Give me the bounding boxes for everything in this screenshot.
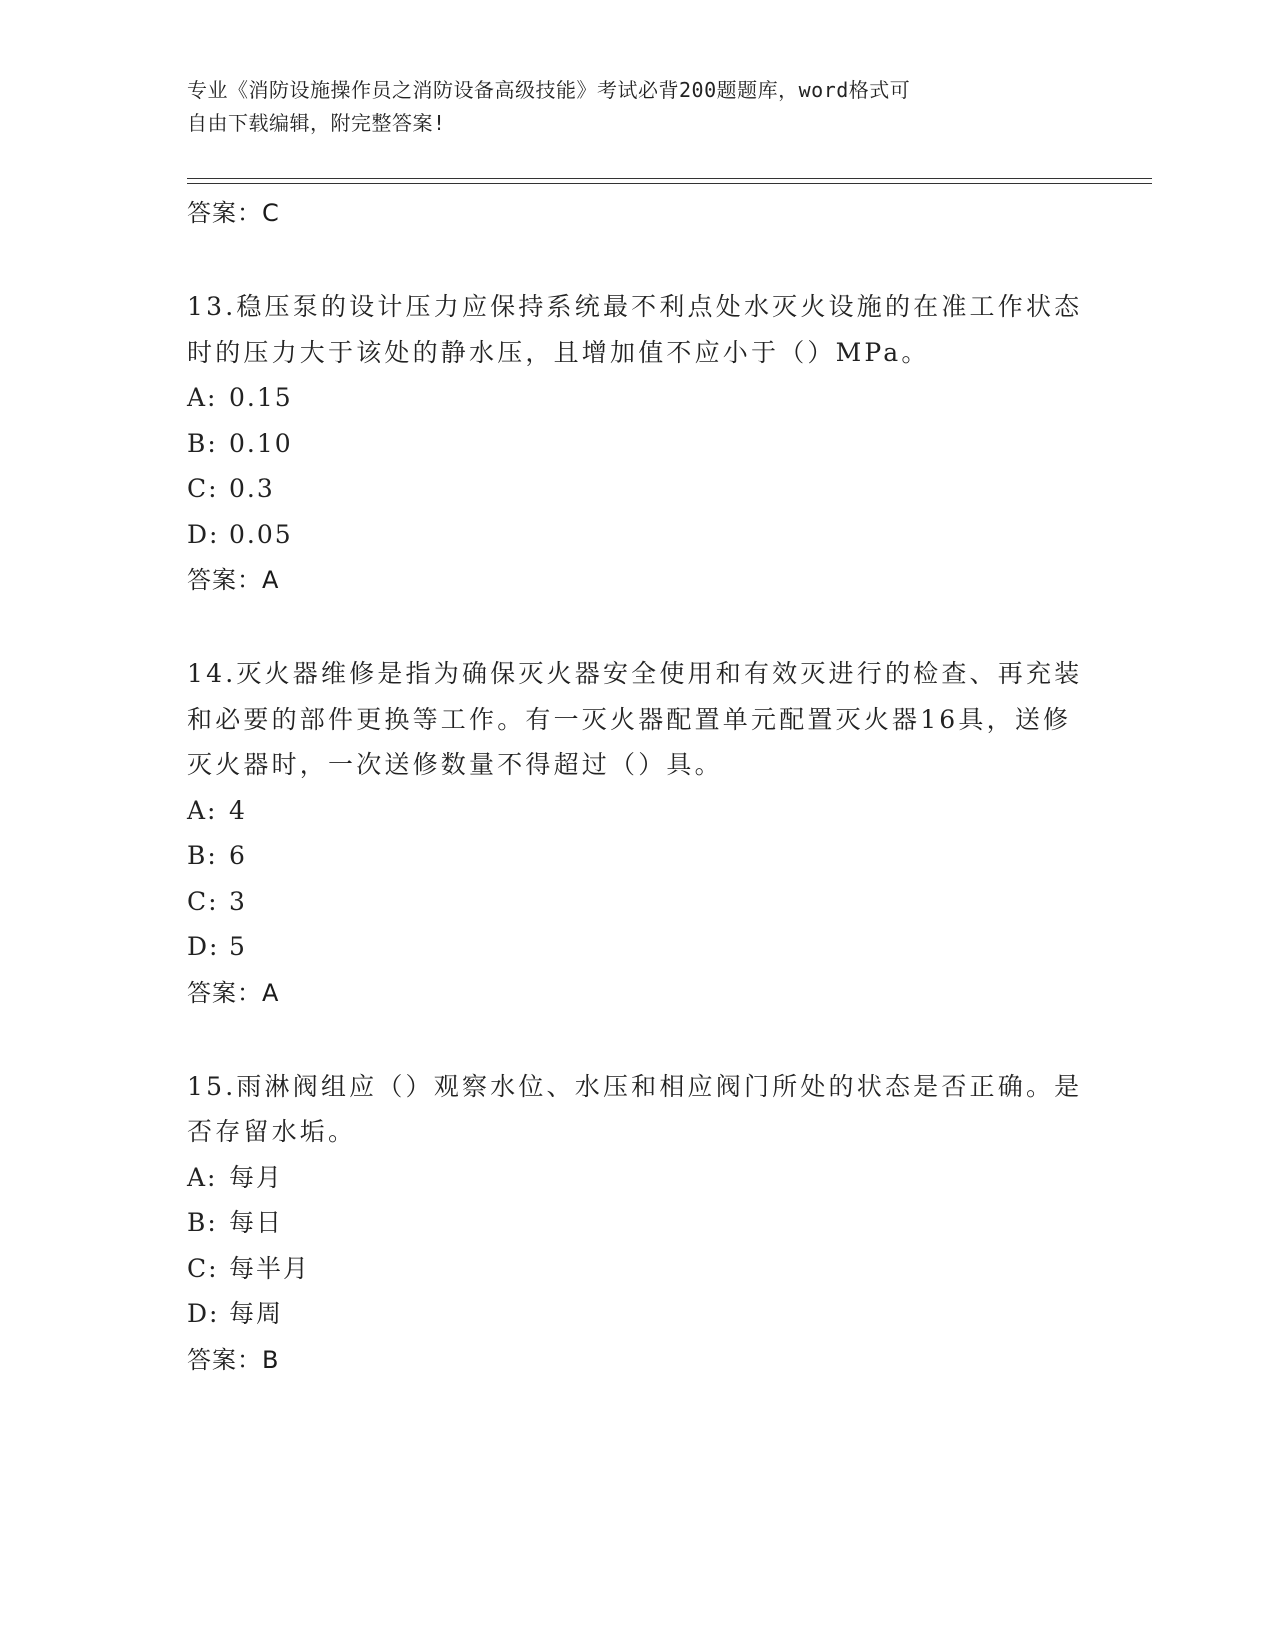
question-15 <box>187 1064 1087 1383</box>
option-a <box>187 1155 1087 1201</box>
question-13 <box>187 284 1087 603</box>
header-divider-bottom <box>187 183 1152 184</box>
option-b <box>187 421 1087 467</box>
option-letter: B: <box>187 841 218 870</box>
question-stem: 14.灭火器维修是指为确保灭火器安全使用和有效灭进行的检查、再充装和必要的部件更换等工作。有一灭火器配置单元配置灭火器16具，送修灭火器时，一次送修数量不得超过（）具。 <box>187 659 1083 779</box>
header-divider-top <box>187 178 1152 179</box>
option-letter: D: <box>187 1299 220 1328</box>
option-text: 0.10 <box>229 428 293 458</box>
option-text: 6 <box>229 841 247 870</box>
option-letter: C: <box>187 474 219 503</box>
option-text: 每半月 <box>229 1253 311 1283</box>
option-letter: A: <box>187 795 218 825</box>
option-letter: A: <box>187 383 218 412</box>
answer-line: 答案：A <box>187 978 280 1007</box>
option-b <box>187 1200 1087 1246</box>
option-letter: D: <box>187 519 220 549</box>
option-text: 0.3 <box>229 474 275 503</box>
option-text: 每月 <box>229 1162 284 1192</box>
option-letter: D: <box>187 932 220 961</box>
option-d <box>187 512 1087 558</box>
option-c <box>187 466 1087 512</box>
answer-line: 答案：A <box>187 566 280 594</box>
option-text: 4 <box>229 795 247 825</box>
option-letter: B: <box>187 1208 218 1237</box>
option-c <box>187 879 1087 925</box>
question-list <box>187 190 1087 1383</box>
option-a <box>187 375 1087 421</box>
option-text: 0.05 <box>229 519 293 549</box>
answer-line: 答案：B <box>187 1345 280 1374</box>
option-a <box>187 788 1087 834</box>
option-b <box>187 833 1087 879</box>
option-letter: C: <box>187 886 219 916</box>
question-stem: 15.雨淋阀组应（）观察水位、水压和相应阀门所处的状态是否正确。是否存留水垢。 <box>187 1071 1083 1146</box>
option-d <box>187 1291 1087 1337</box>
option-text: 每日 <box>229 1208 284 1237</box>
document-header <box>187 74 1067 140</box>
option-c <box>187 1246 1087 1292</box>
option-letter: C: <box>187 1253 219 1283</box>
option-text: 0.15 <box>229 383 293 412</box>
header-line-2: 自由下载编辑，附完整答案! <box>187 111 446 135</box>
option-letter: A: <box>187 1162 218 1192</box>
option-text: 每周 <box>229 1299 284 1328</box>
option-text: 5 <box>229 932 247 961</box>
question-14 <box>187 651 1087 1016</box>
option-d <box>187 924 1087 970</box>
option-text: 3 <box>229 886 247 916</box>
previous-question-answer: 答案：C <box>187 199 280 227</box>
option-letter: B: <box>187 428 218 458</box>
question-stem: 13.稳压泵的设计压力应保持系统最不利点处水灭火设施的在准工作状态时的压力大于该处的静水压，且增加值不应小于（）MPa。 <box>187 292 1083 367</box>
header-line-1: 专业《消防设施操作员之消防设备高级技能》考试必背200题题库，word格式可 <box>187 78 911 102</box>
